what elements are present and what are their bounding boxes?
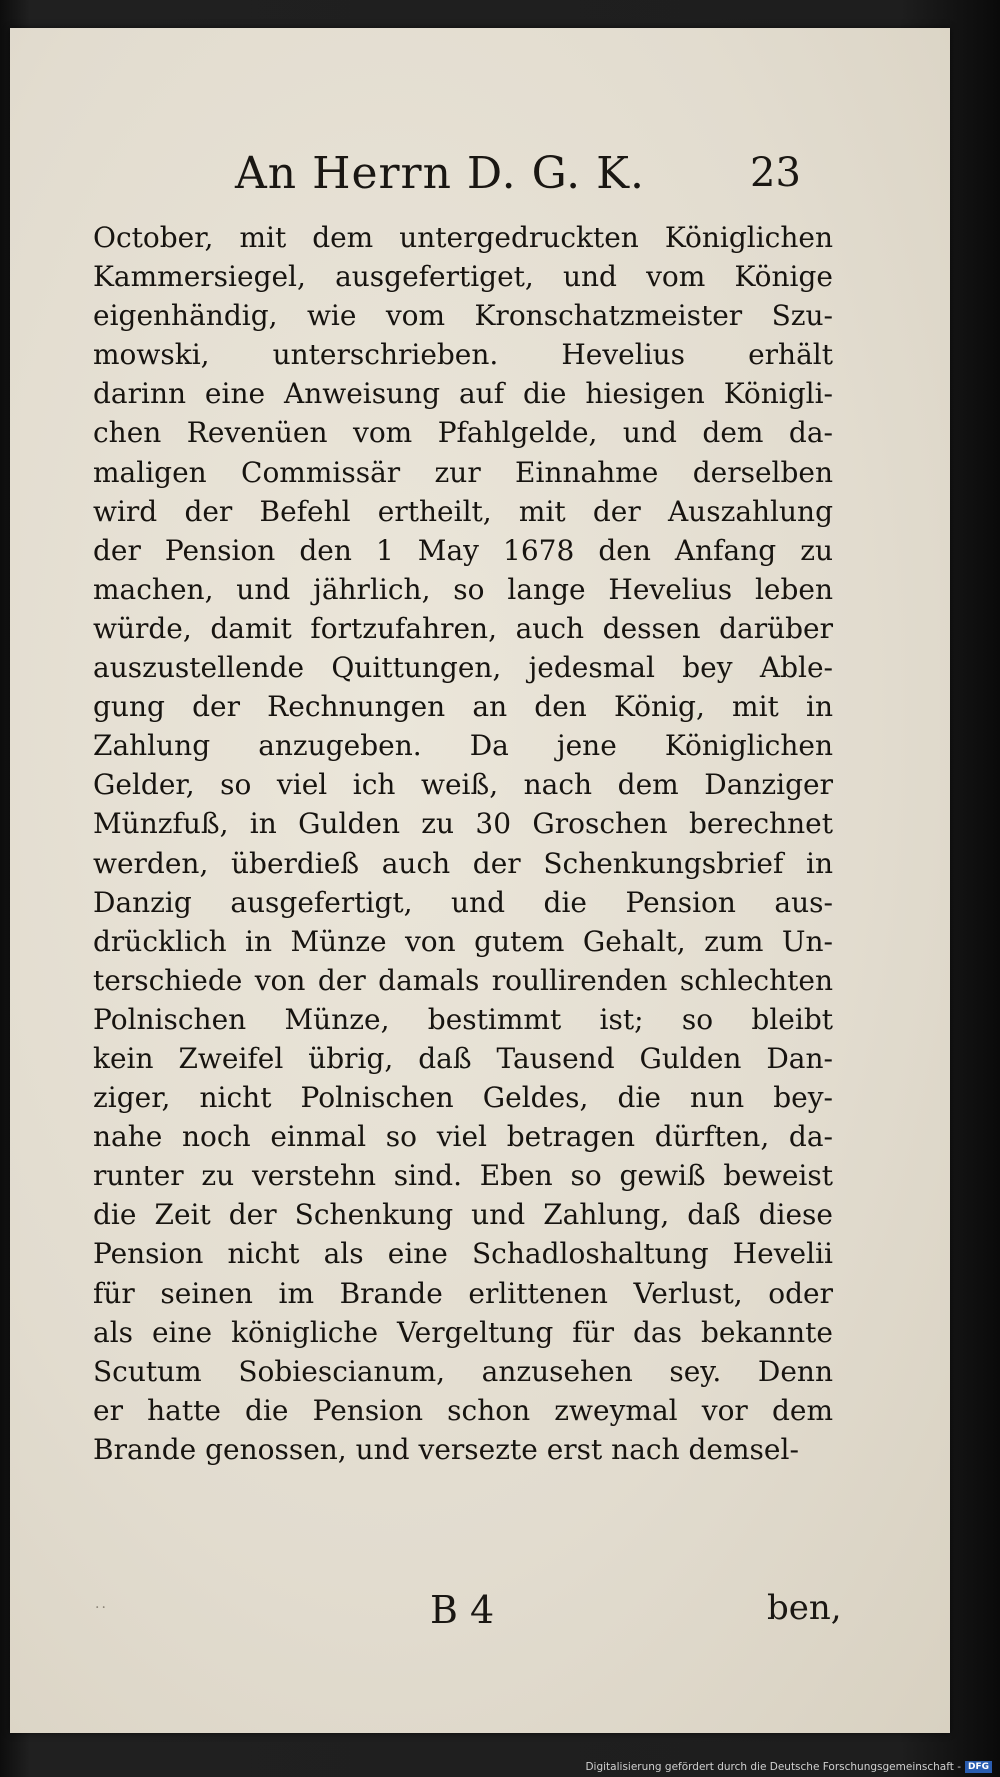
text-line: Zahlung anzugeben. Da jene Königlichen [93, 729, 833, 763]
text-line: auszustellende Quittungen, jedesmal bey Able- [93, 651, 833, 685]
text-line: Polnischen Münze, bestimmt ist; so bleibt [93, 1002, 833, 1036]
text-line: der Pension den 1 May 1678 den Anfang zu [93, 533, 833, 567]
text-line: Münzfuß, in Gulden zu 30 Groschen berechnet [93, 807, 833, 841]
text-line: Kammersiegel, ausgefertiget, und vom Könige [93, 260, 833, 294]
text-line: werden, überdieß auch der Schenkungsbrief in [93, 846, 833, 880]
stray-ink-mark: ·· [95, 1600, 108, 1616]
page-number: 23 [750, 150, 801, 196]
text-line: gung der Rechnungen an den König, mit in [93, 690, 833, 724]
text-line: für seinen im Brande erlittenen Verlust, oder [93, 1276, 833, 1310]
text-line: machen, und jährlich, so lange Hevelius leben [93, 572, 833, 606]
text-line: eigenhändig, wie vom Kronschatzmeister Szu- [93, 299, 833, 333]
running-title: An Herrn D. G. K. [235, 148, 645, 199]
catchword: ben, [767, 1588, 842, 1628]
signature-mark: B 4 [430, 1588, 495, 1632]
text-line: darinn eine Anweisung auf die hiesigen Königli- [93, 377, 833, 411]
text-line: mowski, unterschrieben. Hevelius erhält [93, 338, 833, 372]
text-line: würde, damit fortzufahren, auch dessen darüber [93, 611, 833, 645]
text-line: die Zeit der Schenkung und Zahlung, daß diese [93, 1198, 833, 1232]
dfg-logo: DFG [965, 1761, 992, 1773]
credit-text: Digitalisierung gefördert durch die Deutsche Forschungsgemeinschaft - [585, 1761, 961, 1773]
book-page [10, 28, 950, 1733]
text-line: ziger, nicht Polnischen Geldes, die nun bey- [93, 1081, 833, 1115]
text-line: maligen Commissär zur Einnahme derselben [93, 455, 833, 489]
text-line: runter zu verstehn sind. Eben so gewiß beweist [93, 1159, 833, 1193]
text-line: Gelder, so viel ich weiß, nach dem Danziger [93, 768, 833, 802]
text-line: Brande genossen, und versezte erst nach demsel- [93, 1432, 799, 1466]
text-line: terschiede von der damals roullirenden schlechten [93, 963, 833, 997]
text-line: er hatte die Pension schon zweymal vor dem [93, 1393, 833, 1427]
text-line: Danzig ausgefertigt, und die Pension aus- [93, 885, 833, 919]
text-line: chen Revenüen vom Pfahlgelde, und dem da- [93, 416, 833, 450]
text-line: nahe noch einmal so viel betragen dürften, da- [93, 1120, 833, 1154]
body-text [93, 218, 833, 1469]
page-footer [10, 1588, 950, 1638]
digitization-credit [585, 1761, 992, 1773]
text-line: Pension nicht als eine Schadloshaltung Hevelii [93, 1237, 833, 1271]
text-line: October, mit dem untergedruckten Königlichen [93, 221, 833, 254]
text-line: Scutum Sobiescianum, anzusehen sey. Denn [93, 1354, 833, 1388]
text-line: kein Zweifel übrig, daß Tausend Gulden Dan- [93, 1041, 833, 1075]
text-line: drücklich in Münze von gutem Gehalt, zum Un- [93, 924, 833, 958]
text-line: wird der Befehl ertheilt, mit der Auszahlung [93, 494, 833, 528]
page-header [10, 148, 950, 208]
text-line: als eine königliche Vergeltung für das bekannte [93, 1315, 833, 1349]
